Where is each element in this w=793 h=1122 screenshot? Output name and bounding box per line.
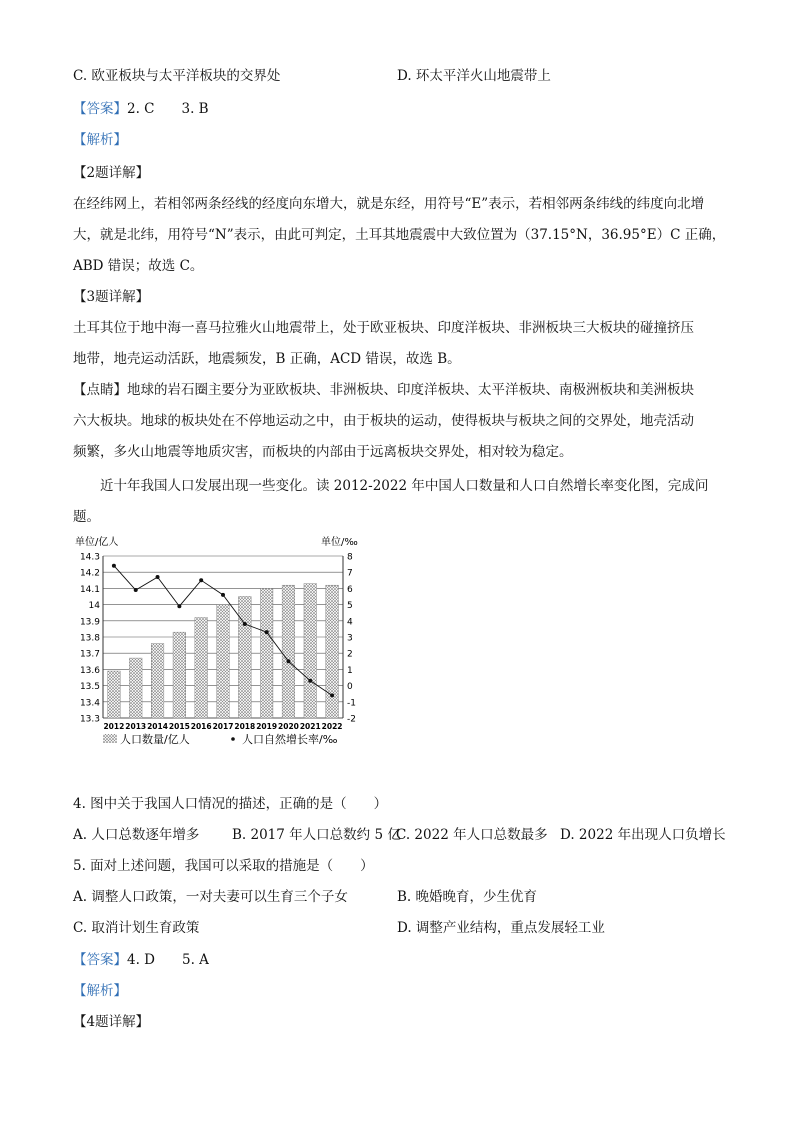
rate-point <box>265 630 269 634</box>
dianjing-label: 【点睛】 <box>73 382 127 398</box>
left-tick-label: 13.3 <box>79 714 100 725</box>
answer-text: 2. C 3. B <box>127 101 209 117</box>
x-tick-label: 2012 <box>103 722 125 731</box>
x-tick-label: 2019 <box>256 722 278 731</box>
population-chart <box>73 534 373 749</box>
intro-line: 题。 <box>73 509 100 525</box>
option-d: D. 环太平洋火山地震带上 <box>397 68 551 84</box>
answer-label: 【答案】 <box>73 101 127 117</box>
left-tick-label: 14.1 <box>79 584 100 595</box>
q4-option-c: C. 2022 年人口总数最多 <box>396 827 548 843</box>
q4-option-d: D. 2022 年出现人口负增长 <box>560 827 726 843</box>
bar-series <box>108 584 339 718</box>
population-bar <box>238 597 251 719</box>
population-bar <box>282 585 295 718</box>
rate-point <box>286 659 290 663</box>
dianjing-line: 【点睛】地球的岩石圈主要分为亚欧板块、非洲板块、印度洋板块、太平洋板块、南极洲板块和美洲板块 <box>73 382 694 398</box>
right-tick-label: 6 <box>347 584 353 595</box>
x-tick-label: 2014 <box>147 722 168 731</box>
q4-option-b: B. 2017 年人口总数约 5 亿 <box>232 827 401 843</box>
right-tick-label: 4 <box>347 617 353 628</box>
population-bar <box>326 585 339 718</box>
x-tick-label: 2022 <box>321 722 343 731</box>
intro-line: 近十年我国人口发展出现一些变化。读 2012-2022 年中国人口数量和人口自然增长率变化图，完成问 <box>100 478 709 494</box>
detail-2-line: 在经纬网上，若相邻两条经线的经度向东增大，就是东经，用符号“E”表示，若相邻两条纬线的纬度向北增 <box>73 196 705 212</box>
population-bar <box>195 618 208 718</box>
population-bar <box>129 658 142 718</box>
analysis-label: 【解析】 <box>73 983 127 999</box>
left-tick-label: 13.4 <box>79 698 100 709</box>
right-tick-label: 2 <box>347 649 353 660</box>
left-axis-ticks <box>80 553 100 725</box>
right-tick-label: 1 <box>347 665 353 676</box>
detail-2-line: ABD 错误；故选 C。 <box>73 258 204 274</box>
x-tick-label: 2016 <box>190 722 212 731</box>
right-tick-label: 7 <box>347 568 353 579</box>
left-tick-label: 14 <box>88 601 100 612</box>
detail-2-heading: 【2题详解】 <box>73 165 150 181</box>
left-tick-label: 13.5 <box>79 682 100 693</box>
legend-line-marker <box>231 737 235 741</box>
x-tick-label: 2015 <box>168 722 190 731</box>
dianjing-line: 频繁，多火山地震等地质灾害，而板块的内部由于远离板块交界处，相对较为稳定。 <box>73 444 573 460</box>
detail-3-line: 地带，地壳运动活跃，地震频发，B 正确，ACD 错误，故选 B。 <box>73 351 461 367</box>
right-tick-label: 3 <box>347 633 353 644</box>
q4-option-a: A. 人口总数逐年增多 <box>73 827 200 843</box>
population-bar <box>151 643 164 718</box>
population-bar <box>304 584 317 718</box>
population-bar <box>217 605 230 718</box>
right-axis-title: 单位/‰ <box>321 537 358 548</box>
right-tick-label: 8 <box>347 552 353 563</box>
right-tick-label: -1 <box>347 698 356 709</box>
left-tick-label: 14.2 <box>79 568 100 579</box>
rate-point <box>243 622 247 626</box>
left-tick-label: 13.7 <box>79 649 100 660</box>
x-axis-ticks <box>103 722 342 731</box>
rate-point <box>330 693 334 697</box>
q5-stem: 5. 面对上述问题，我国可以采取的措施是（ ） <box>73 858 374 874</box>
x-tick-label: 2017 <box>212 722 234 731</box>
detail-3-line: 土耳其位于地中海一喜马拉雅火山地震带上，处于欧亚板块、印度洋板块、非洲板块三大板块的碰撞挤压 <box>73 320 694 336</box>
answer-line-1 <box>73 99 209 119</box>
answer-text: 4. D 5. A <box>127 952 209 968</box>
left-tick-label: 13.6 <box>79 665 100 676</box>
option-c: C. 欧亚板块与太平洋板块的交界处 <box>73 68 281 84</box>
x-tick-label: 2013 <box>125 722 147 731</box>
left-tick-label: 13.8 <box>79 633 100 644</box>
q5-option-c: C. 取消计划生育政策 <box>73 920 200 936</box>
detail-4-heading: 【4题详解】 <box>73 1014 150 1030</box>
rate-point <box>156 575 160 579</box>
detail-3-heading: 【3题详解】 <box>73 289 150 305</box>
rate-point <box>221 593 225 597</box>
right-tick-label: -2 <box>347 714 356 725</box>
detail-2-line: 大，就是北纬，用符号“N”表示，由此可判定，土耳其地震震中大致位置为（37.15°N，36.95°E）C 正确， <box>73 227 726 243</box>
legend-bar-swatch <box>103 734 117 743</box>
right-tick-label: 5 <box>347 601 353 612</box>
x-tick-label: 2021 <box>299 722 321 731</box>
right-tick-label: 0 <box>347 682 353 693</box>
analysis-label: 【解析】 <box>73 132 127 148</box>
x-tick-label: 2018 <box>234 722 256 731</box>
left-tick-label: 13.9 <box>79 617 100 628</box>
q5-option-b: B. 晚婚晚育，少生优育 <box>397 889 538 905</box>
q4-stem: 4. 图中关于我国人口情况的描述，正确的是（ ） <box>73 796 388 812</box>
population-bar <box>108 671 121 718</box>
right-axis-ticks <box>347 553 356 725</box>
left-axis-title: 单位/亿人 <box>75 537 119 548</box>
answer-label: 【答案】 <box>73 952 127 968</box>
answer-line-2 <box>73 950 209 970</box>
population-bar <box>173 632 186 718</box>
legend-line-label: 人口自然增长率/‰ <box>242 733 338 746</box>
rate-point <box>134 588 138 592</box>
rate-point <box>308 679 312 683</box>
legend-bar-label: 人口数量/亿人 <box>120 733 190 746</box>
q5-option-d: D. 调整产业结构，重点发展轻工业 <box>397 920 605 936</box>
population-bar <box>260 588 273 718</box>
rate-point <box>112 564 116 568</box>
q5-option-a: A. 调整人口政策，一对夫妻可以生育三个子女 <box>73 889 348 905</box>
left-tick-label: 14.3 <box>79 552 100 563</box>
x-tick-label: 2020 <box>278 722 299 731</box>
dianjing-line: 六大板块。地球的板块处在不停地运动之中，由于板块的运动，使得板块与板块之间的交界处，地壳活动 <box>73 413 694 429</box>
rate-point <box>199 578 203 582</box>
rate-point <box>177 604 181 608</box>
